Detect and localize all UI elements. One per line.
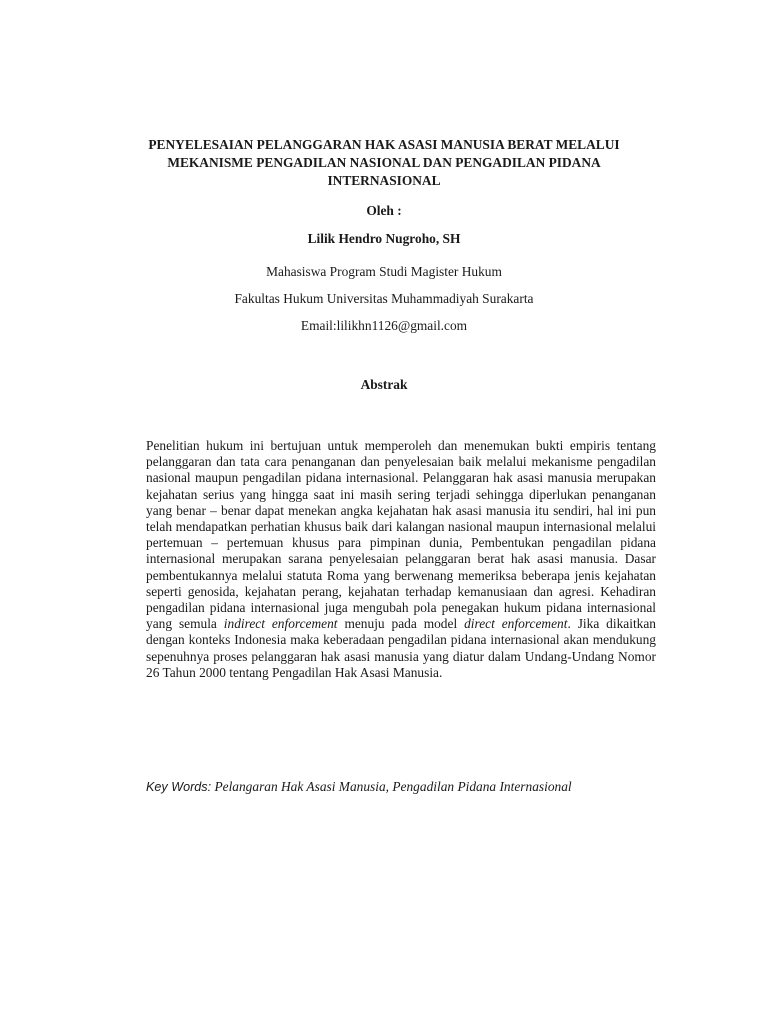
abstract-heading: Abstrak xyxy=(360,377,408,392)
author-faculty: Fakultas Hukum Universitas Muhammadiyah Surakarta xyxy=(234,291,534,306)
abstract-body xyxy=(146,438,656,681)
abstract-text-3: . Jika dikaitkan dengan konteks Indonesia maka keberadaan pengadilan pidana internasional akan mendukung sepenuhnya proses pelanggaran hak asasi manusia yang diatur dalam Undang-Undang Nomor 26 Tahun 2000 tentang Pengadilan Hak Asasi Manusia. xyxy=(146,616,657,680)
paper-title xyxy=(120,136,648,190)
by-label: Oleh : xyxy=(366,203,402,218)
title-line-3: INTERNASIONAL xyxy=(327,173,441,188)
abstract-text-2: menuju pada model xyxy=(337,616,465,632)
keywords xyxy=(146,776,656,798)
title-line-2: MEKANISME PENGADILAN NASIONAL DAN PENGADILAN PIDANA xyxy=(167,155,601,170)
abstract-italic-direct: direct enforcement xyxy=(464,616,568,632)
author-program: Mahasiswa Program Studi Magister Hukum xyxy=(266,264,502,279)
author-name: Lilik Hendro Nugroho, SH xyxy=(307,231,461,246)
abstract-italic-indirect: indirect enforcement xyxy=(223,616,338,632)
author-email: Email:lilikhn1126@gmail.com xyxy=(300,318,468,333)
keywords-label: Key Words: xyxy=(146,780,212,794)
keywords-text: Pelangaran Hak Asasi Manusia, Pengadilan Pidana Internasional xyxy=(211,779,572,794)
title-line-1: PENYELESAIAN PELANGGARAN HAK ASASI MANUSIA BERAT MELALUI xyxy=(148,137,620,152)
abstract-text-1: Penelitian hukum ini bertujuan untuk memperoleh dan menemukan bukti empiris tentang pelanggaran dan tata cara penanganan dan penyelesaian baik melalui mekanisme pengadilan nasional maupun pengadilan pidana internasional. Pelanggaran hak asasi manusia merupakan kejahatan serius yang hingga saat ini masih sering terjadi sehingga diperlukan penanganan yang benar – benar dapat menekan angka kejahatan hak asasi manusia itu sendiri, hal ini pun telah mendapatkan perhatian khusus baik dari kalangan nasional maupun internasional melalui pertemuan – pertemuan khusus para pimpinan dunia, Pembentukan pengadilan pidana internasional merupakan sarana penyelesaian pelanggaran berat hak asasi manusia. Dasar pembentukannya melalui statuta Roma yang berwenang memeriksa beberapa jenis kejahatan seperti genosida, kejahatan perang, kejahatan terhadap kemanusiaan dan agresi. Kehadiran pengadilan pidana internasional juga mengubah pola penegakan hukum pidana internasional yang semula xyxy=(146,438,656,632)
